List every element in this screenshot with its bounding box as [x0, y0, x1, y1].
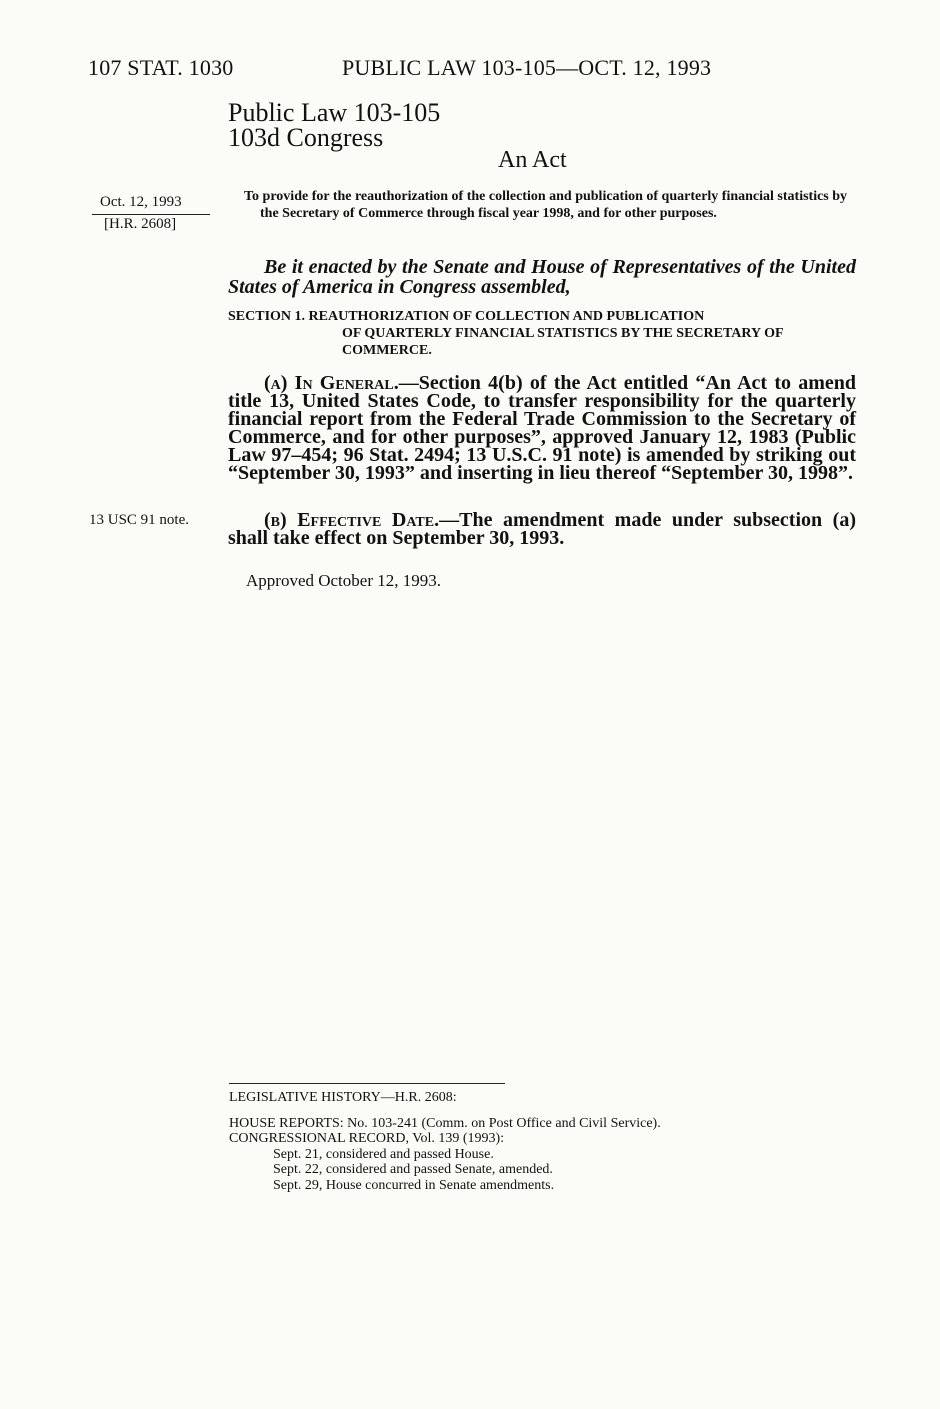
section-heading-rest: OF QUARTERLY FINANCIAL STATISTICS BY THE SECRETARY OF COMMERCE. — [342, 326, 784, 358]
subsection-a-text: —Section 4(b) of the Act entitled “An Act to amend title 13, United States Code, to transfer responsibility for the quarterly financial report from the Federal Trade Commission to the Secretary of Commerce, and for other purposes”, approved January 12, 1983 (Public Law 97–454; 96 Stat. 2494; 13 U.S.C. 91 note) is amended by striking out “September 30, 1993” and inserting in lieu thereof “September 30, 1998”. — [228, 372, 856, 484]
history-action: Sept. 29, House concurred in Senate amendments. — [273, 1177, 555, 1193]
section-label: SECTION 1. — [228, 309, 306, 324]
subsection-b-label: (b) Effective Date. — [264, 509, 440, 531]
section-heading-line1: REAUTHORIZATION OF COLLECTION AND PUBLICATION — [308, 309, 705, 324]
history-title: LEGISLATIVE HISTORY—H.R. 2608: — [229, 1090, 457, 1105]
approval-line: Approved October 12, 1993. — [246, 571, 441, 590]
enacting-clause: Be it enacted by the Senate and House of Representatives of the United States of America in Congress assembled, — [228, 256, 856, 298]
history-divider — [229, 1083, 505, 1084]
history-action: Sept. 22, considered and passed Senate, amended. — [273, 1162, 553, 1177]
history-action: Sept. 21, considered and passed House. — [273, 1146, 494, 1162]
section-heading — [228, 308, 856, 359]
margin-note-usc: 13 USC 91 note. — [89, 512, 190, 528]
margin-note-date: Oct. 12, 1993 — [100, 194, 182, 210]
house-reports: HOUSE REPORTS: No. 103-241 (Comm. on Post Office and Civil Service). — [229, 1115, 661, 1131]
act-title: An Act — [498, 147, 567, 173]
subsection-a-label: (a) In General. — [264, 372, 399, 394]
subsection-b — [228, 511, 856, 547]
page-stat-reference: 107 STAT. 1030 — [88, 55, 234, 80]
subsection-a — [228, 374, 856, 482]
page-running-head: PUBLIC LAW 103-105—OCT. 12, 1993 — [342, 55, 712, 80]
congressional-record: CONGRESSIONAL RECORD, Vol. 139 (1993): — [229, 1131, 505, 1146]
margin-note-bill: [H.R. 2608] — [104, 216, 177, 232]
purpose-statement: To provide for the reauthorization of the collection and publication of quarterly financial statistics by the Secretary of Commerce through fiscal year 1998, and for other purposes. — [244, 189, 848, 221]
congress-label: 103d Congress — [228, 123, 384, 152]
margin-note-divider — [92, 214, 210, 215]
legislative-history — [229, 1090, 661, 1193]
subsection-b-text: —The amendment made under subsection (a) shall take effect on September 30, 1993. — [228, 509, 857, 549]
law-number: Public Law 103-105 — [228, 98, 441, 127]
